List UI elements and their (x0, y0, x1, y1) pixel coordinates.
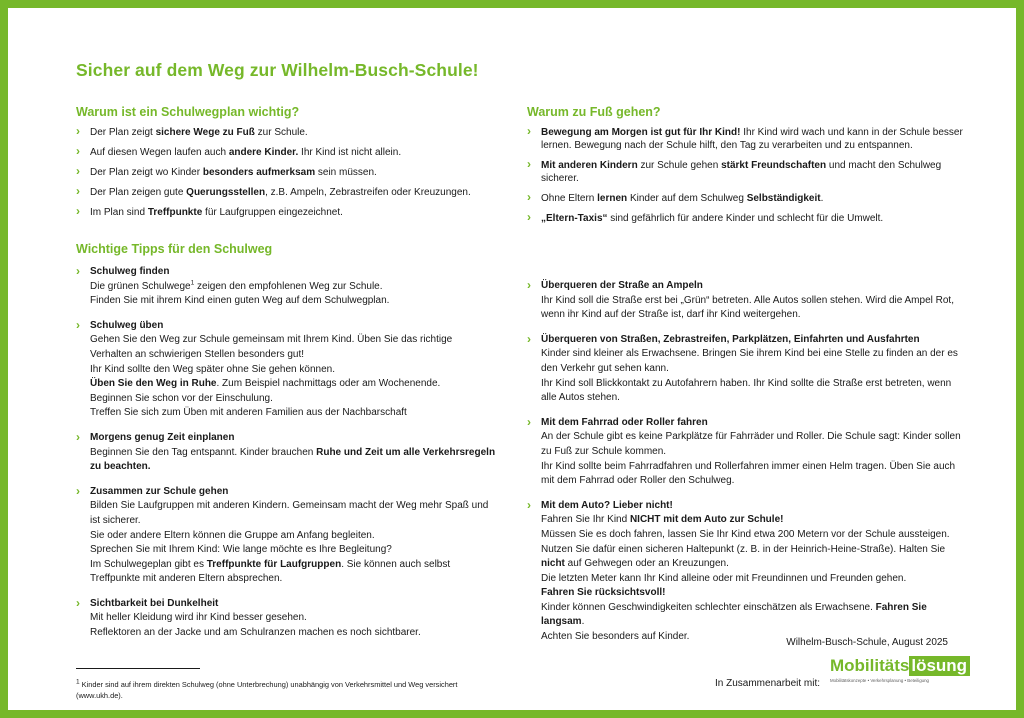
list-item (76, 126, 476, 139)
tip-line (90, 377, 496, 392)
tip-line (541, 572, 967, 587)
text-run: Der Plan zeigt wo Kinder (90, 167, 203, 178)
text-run: Müssen Sie es doch fahren, lassen Sie Ihr Kind etwa 200 Metern vor der Schule aussteigen. Nutzen Sie dafür einen sicheren Haltepunkt (z. B. in der Heinrich-Heine-Straße). Halten Sie (541, 528, 950, 555)
text-run: Kinder können Geschwindigkeiten schlechter einschätzen als Erwachsene. (541, 601, 876, 613)
tip-heading: › Mit dem Fahrrad oder Roller fahren (541, 416, 708, 428)
tip-line (90, 406, 496, 421)
tip-heading: › Schulweg finden (90, 266, 170, 277)
tip-item (76, 431, 496, 475)
text-run: Im Schulwegeplan gibt es (90, 558, 207, 570)
bold-text-run: Fahren Sie langsam (541, 601, 927, 628)
tip-line (541, 513, 967, 528)
mobilitaetsloesung-logo (830, 655, 968, 687)
text-run: , z.B. Ampeln, Zebrastreifen oder Kreuzungen. (265, 187, 471, 198)
bold-text-run: Selbständigkeit (746, 193, 821, 204)
tip-item (527, 499, 967, 645)
text-run: Fahren Sie Ihr Kind (541, 514, 630, 526)
tip-line (90, 611, 496, 626)
list-item (527, 126, 967, 152)
list-item (76, 166, 476, 179)
text-run: Reflektoren an der Jacke und am Schulranzen machen es noch sichtbarer. (90, 627, 421, 639)
bold-text-run: Mit anderen Kindern (541, 160, 638, 171)
text-run: . (581, 616, 585, 628)
text-run: und macht den Schulweg sicherer. (541, 160, 942, 184)
text-run: Beginnen Sie schon vor der Einschulung. (90, 392, 273, 404)
bold-text-run: Treffpunkte für Laufgruppen (206, 558, 342, 570)
tip-line (90, 626, 496, 641)
text-run: zur Schule. (254, 127, 308, 138)
bold-text-run: nicht (541, 558, 565, 570)
bold-text-run: lernen (597, 193, 628, 204)
tip-heading: › Morgens genug Zeit einplanen (90, 431, 235, 443)
footnote (76, 679, 496, 701)
tip-line (90, 446, 496, 475)
text-run: Auf diesen Wegen laufen auch (90, 147, 229, 158)
text-run: Der Plan zeigen gute (90, 187, 187, 198)
tip-line (541, 430, 967, 459)
bold-text-run: Bewegung am Morgen ist gut für Ihr Kind! (541, 127, 741, 138)
tip-line (541, 377, 967, 406)
text-run: Im Plan sind (90, 207, 148, 218)
list-item (527, 212, 967, 225)
text-run: sein müssen. (315, 167, 377, 178)
tip-heading: › Mit dem Auto? Lieber nicht! (541, 499, 673, 511)
tip-heading: › Überqueren der Straße an Ampeln (541, 280, 703, 291)
tip-line (90, 363, 496, 378)
list-item (76, 186, 476, 199)
text-run: An der Schule gibt es keine Parkplätze für Fahrräder und Roller. Die Schule sagt: Kinder sollen zu Fuß zur Schule kommen. (541, 431, 961, 457)
list-item (76, 146, 476, 159)
logo-word-part-b: lösung (909, 656, 970, 676)
text-run: Mit heller Kleidung wird ihr Kind besser gesehen. (90, 612, 307, 624)
heading-tips: Wichtige Tipps für den Schulweg (76, 242, 273, 256)
text-run: Ihr Kind sollte beim Fahrradfahren und Rollerfahren immer einen Helm tragen. Üben Sie auch mit dem Fahrrad oder Roller den Schulweg. (541, 460, 956, 487)
tip-heading: › Zusammen zur Schule gehen (90, 485, 229, 497)
list-item (527, 159, 967, 185)
tip-item (76, 485, 496, 587)
footnote-reference: 1 (190, 279, 195, 287)
tip-item (527, 333, 967, 406)
tip-item (76, 319, 496, 421)
tip-item (527, 279, 967, 323)
text-run: Bilden Sie Laufgruppen mit anderen Kindern. Gemeinsam macht der Weg mehr Spaß und ist sicherer. (90, 500, 489, 526)
tip-line (90, 392, 496, 407)
tip-heading: › Überqueren von Straßen, Zebrastreifen, Parkplätzen, Einfahrten und Ausfahrten (541, 333, 920, 345)
footnote-marker: 1 (76, 678, 80, 686)
text-run: für Laufgruppen eingezeichnet. (202, 207, 343, 218)
text-run: Ihr Kind ist nicht allein. (298, 147, 402, 158)
collaboration-label: In Zusammenarbeit mit: (715, 678, 821, 689)
tip-item (76, 597, 496, 641)
footnote-text: Kinder sind auf ihrem direkten Schulweg (ohne Unterbrechung) unabhängig von Verkehrsmittel und Weg versichert (www.ukh.de). (76, 680, 458, 700)
tips-right-column (527, 279, 967, 655)
tip-heading: › Schulweg üben (90, 319, 164, 331)
bold-text-run: stärkt Freundschaften (721, 160, 827, 171)
text-run: Beginnen Sie den Tag entspannt. Kinder brauchen (90, 446, 317, 458)
signature-line: Wilhelm-Busch-Schule, August 2025 (786, 637, 948, 648)
tip-line (90, 499, 496, 528)
heading-why-plan: Warum ist ein Schulwegplan wichtig? (76, 105, 300, 119)
bold-text-run: besonders aufmerksam (202, 167, 316, 178)
text-run: . (820, 193, 824, 204)
bold-text-run: Fahren Sie rücksichtsvoll! (541, 587, 666, 599)
text-run: Finden Sie mit ihrem Kind einen guten Weg auf dem Schulwegplan. (90, 295, 390, 307)
logo-word-part-a: Mobilitäts (830, 656, 910, 675)
text-run: Ihr Kind soll die Straße erst bei „Grün“ betreten. Alle Autos sollen stehen. Wird die Ampel Rot, wenn ihr Kind auf der Straße ist, darf ihr Kind weitergehen. (541, 294, 954, 321)
text-run: Gehen Sie den Weg zur Schule gemeinsam mit Ihrem Kind. Üben Sie das richtige Verhalten an schwierigen Stellen besonders gut! (90, 334, 453, 360)
list-why-foot (527, 126, 967, 232)
tips-left-column (76, 265, 496, 651)
list-why-plan (76, 126, 476, 226)
text-run: zur Schule gehen (637, 160, 722, 171)
tip-line (541, 586, 967, 601)
tip-item (76, 265, 496, 309)
text-run: Die letzten Meter kann Ihr Kind alleine oder mit Freundinnen und Freunden gehen. (541, 572, 907, 584)
bold-text-run: NICHT mit dem Auto zur Schule! (629, 514, 784, 526)
tip-line (90, 529, 496, 544)
bold-text-run: Üben Sie den Weg in Ruhe (90, 378, 217, 390)
list-item (76, 206, 476, 219)
bold-text-run: Querungsstellen (186, 187, 266, 198)
text-run: Achten Sie besonders auf Kinder. (541, 631, 690, 643)
text-run: zeigen den empfohlenen Weg zur Schule. (194, 280, 383, 292)
page-title: Sicher auf dem Weg zur Wilhelm-Busch-Schule! (76, 60, 479, 80)
bold-text-run: Treffpunkte (147, 207, 203, 218)
text-run: auf Gehwegen oder an Kreuzungen. (564, 558, 729, 570)
text-run: Kinder sind kleiner als Erwachsene. Bringen Sie ihrem Kind bei eine Stelle zu finden an der es den Verkehr gut sehen kann. (541, 348, 958, 374)
text-run: Sprechen Sie mit Ihrem Kind: Wie lange möchte es Ihre Begleitung? (90, 544, 392, 556)
logo-wordmark (830, 656, 970, 676)
tip-line (90, 280, 496, 295)
tip-line (90, 333, 496, 362)
text-run: Ihr Kind wird wach und kann in der Schule besser lernen. Bewegung nach der Schule hilft, den Tag zu verarbeiten und zu entspannen. (541, 127, 963, 151)
text-run: Treffen Sie sich zum Üben mit anderen Familien aus der Nachbarschaft (90, 407, 407, 419)
bold-text-run: sichere Wege zu Fuß (155, 127, 255, 138)
tip-line (90, 294, 496, 309)
bold-text-run: Ruhe und Zeit um alle Verkehrsregeln zu beachten. (90, 446, 496, 473)
text-run: Sie oder andere Eltern können die Gruppe am Anfang begleiten. (90, 529, 375, 541)
heading-why-foot: Warum zu Fuß gehen? (527, 105, 661, 119)
text-run: Ihr Kind sollte den Weg später ohne Sie gehen können. (90, 363, 335, 375)
text-run: Kinder auf dem Schulweg (627, 193, 747, 204)
tip-line (90, 558, 496, 587)
text-run: Ihr Kind soll Blickkontakt zu Autofahrern haben. Ihr Kind sollte die Straße erst betreten, wenn alle Autos stehen. (541, 377, 952, 404)
tip-line (541, 294, 967, 323)
tip-line (541, 601, 967, 630)
tip-heading: › Sichtbarkeit bei Dunkelheit (90, 597, 219, 609)
footnote-divider (76, 668, 200, 669)
text-run: Der Plan zeigt (90, 127, 156, 138)
bold-text-run: „Eltern-Taxis“ (541, 213, 608, 224)
tip-line (541, 460, 967, 489)
tip-item (527, 416, 967, 489)
tip-line (541, 347, 967, 376)
list-item (527, 192, 967, 205)
tip-line (541, 528, 967, 572)
text-run: . Zum Beispiel nachmittags oder am Wochenende. (216, 378, 441, 390)
bold-text-run: andere Kinder. (228, 147, 299, 158)
text-run: Ohne Eltern (541, 193, 598, 204)
text-run: Die grünen Schulwege (90, 280, 191, 292)
tip-line (90, 543, 496, 558)
text-run: . Sie können auch selbst Treffpunkte mit anderen Eltern absprechen. (90, 558, 451, 585)
text-run: sind gefährlich für andere Kinder und schlecht für die Umwelt. (607, 213, 884, 224)
logo-tagline: Mobilitätskonzepte • Verkehrsplanung • Beteiligung (830, 678, 929, 683)
